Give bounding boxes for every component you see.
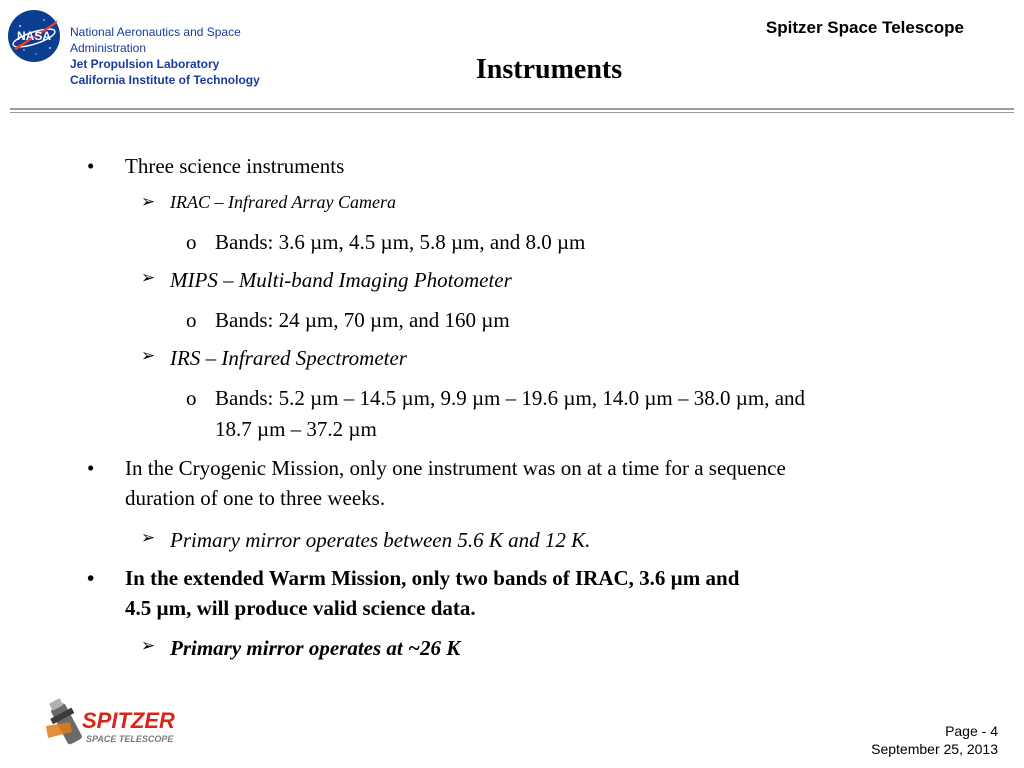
sub-sub-bullet-text: 18.7 µm – 37.2 µm: [215, 417, 377, 441]
spitzer-logo-text: SPITZER: [82, 708, 175, 733]
sub-bullet-text: IRAC – Infrared Array Camera: [170, 192, 396, 212]
arrow-bullet-icon: ➢: [141, 528, 156, 548]
bullet-text: In the extended Warm Mission, only two bands of IRAC, 3.6 µm and: [125, 566, 740, 590]
nasa-logo-text: NASA: [16, 29, 52, 43]
arrow-bullet-icon: ➢: [141, 268, 156, 288]
sub-bullet-text: Primary mirror operates between 5.6 K and 12 K.: [170, 528, 591, 552]
sub-bullet-text: Primary mirror operates at ~26 K: [170, 636, 461, 660]
org-line-2: Administration: [70, 41, 147, 55]
org-line-3: Jet Propulsion Laboratory: [70, 57, 220, 71]
mission-title: Spitzer Space Telescope: [765, 18, 964, 37]
spitzer-logo-subtext: SPACE TELESCOPE: [86, 734, 174, 744]
bullet-marker: •: [87, 456, 95, 480]
org-line-4: California Institute of Technology: [70, 73, 260, 87]
org-line-1: National Aeronautics and Space: [70, 25, 241, 39]
circle-bullet-marker: o: [186, 308, 197, 332]
header-rule: [10, 108, 1014, 110]
slide-title: Instruments: [475, 54, 623, 85]
page-number: Page - 4: [945, 723, 998, 739]
sub-sub-bullet-text: Bands: 24 µm, 70 µm, and 160 µm: [215, 308, 510, 332]
bullet-text: In the Cryogenic Mission, only one instrument was on at a time for a sequence: [125, 456, 786, 480]
header-rule-thin: [10, 112, 1014, 113]
arrow-bullet-icon: ➢: [141, 192, 156, 212]
sub-bullet-text: MIPS – Multi-band Imaging Photometer: [170, 268, 512, 292]
circle-bullet-marker: o: [186, 230, 197, 254]
circle-bullet-marker: o: [186, 386, 197, 410]
sub-bullet-text: IRS – Infrared Spectrometer: [170, 346, 407, 370]
bullet-marker: •: [87, 154, 95, 178]
bullet-text: 4.5 µm, will produce valid science data.: [125, 596, 476, 620]
arrow-bullet-icon: ➢: [141, 636, 156, 656]
slide-date: September 25, 2013: [871, 741, 998, 757]
arrow-bullet-icon: ➢: [141, 346, 156, 366]
bullet-text: Three science instruments: [125, 154, 345, 178]
bullet-text: duration of one to three weeks.: [125, 486, 386, 510]
sub-sub-bullet-text: Bands: 5.2 µm – 14.5 µm, 9.9 µm – 19.6 µm, 14.0 µm – 38.0 µm, and: [215, 386, 806, 410]
page-info: [871, 722, 998, 758]
sub-sub-bullet-text: Bands: 3.6 µm, 4.5 µm, 5.8 µm, and 8.0 µm: [215, 230, 586, 254]
bullet-marker: •: [87, 566, 95, 590]
spitzer-logo: [40, 688, 200, 752]
